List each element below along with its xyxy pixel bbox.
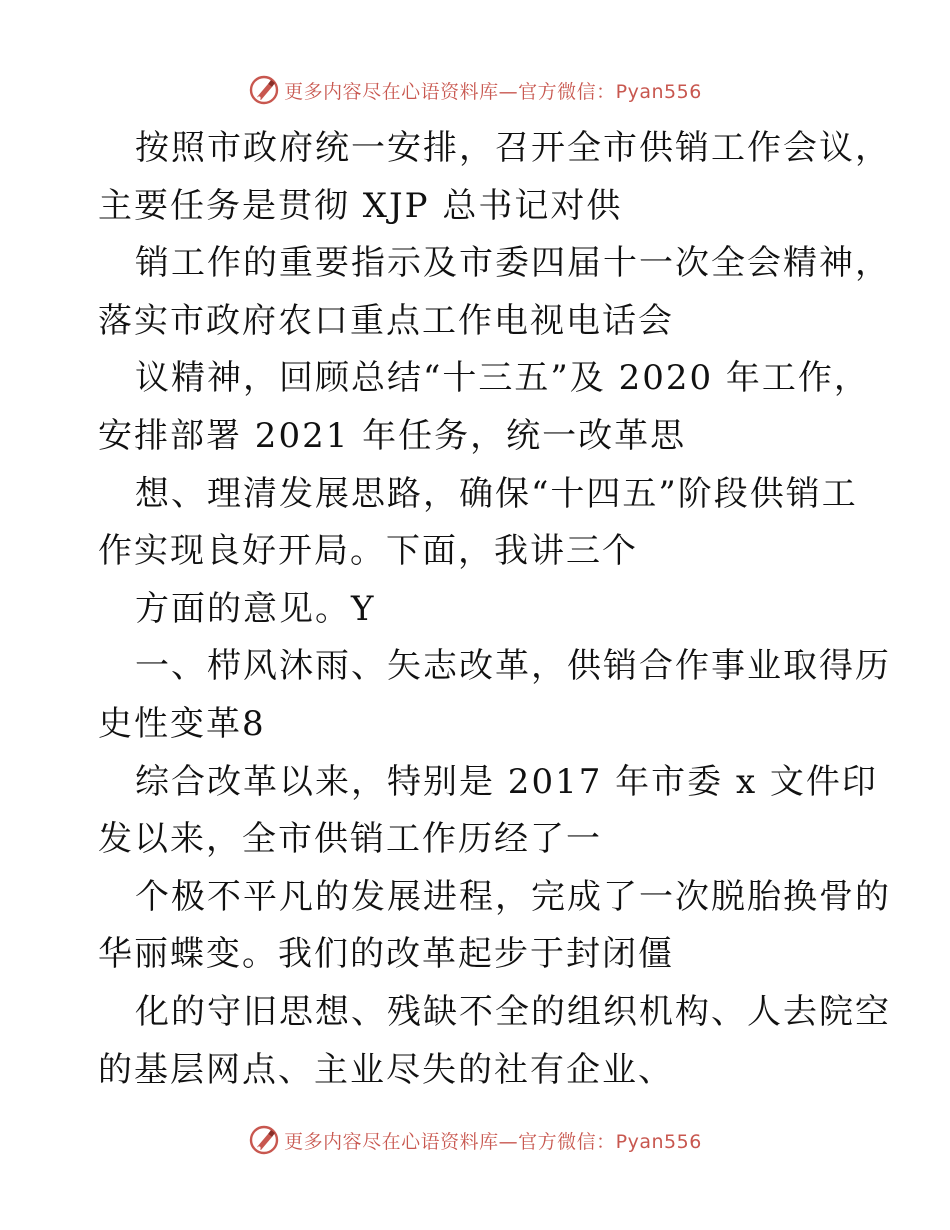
footer-banner (0, 1120, 950, 1160)
body-line: 方面的意见。Y (135, 588, 376, 629)
body-line: 个极不平凡的发展进程，完成了一次脱胎换骨的 (135, 876, 891, 917)
body-line: 安排部署 2021 年任务，统一改革思 (98, 415, 687, 456)
body-line: 销工作的重要指示及市委四届十一次全会精神， (135, 243, 891, 284)
body-line: 综合改革以来，特别是 2017 年市委 x 文件印 (135, 761, 878, 802)
body-line: 想、理清发展思路，确保“十四五”阶段供销工 (135, 473, 858, 514)
body-line: 议精神，回顾总结“十三五”及 2020 年工作， (135, 358, 870, 399)
body-line: 主要任务是贯彻 XJP 总书记对供 (98, 185, 623, 226)
header-banner-text: 更多内容尽在心语资料库—官方微信：Pyan556 (284, 80, 702, 103)
body-line: 发以来，全市供销工作历经了一 (98, 819, 602, 860)
section-heading: 一、栉风沐雨、矢志改革，供销合作事业取得历 (135, 646, 891, 687)
pen-nib-logo-icon (248, 74, 280, 106)
body-line: 化的守旧思想、残缺不全的组织机构、人去院空 (135, 991, 891, 1032)
document-body (98, 120, 891, 1099)
body-line: 华丽蝶变。我们的改革起步于封闭僵 (98, 934, 674, 975)
body-line: 按照市政府统一安排，召开全市供销工作会议， (135, 128, 891, 168)
footer-banner-text: 更多内容尽在心语资料库—官方微信：Pyan556 (284, 1130, 702, 1153)
body-line: 作实现良好开局。下面，我讲三个 (98, 531, 638, 572)
pen-nib-logo-icon (248, 1124, 280, 1156)
body-line: 落实市政府农口重点工作电视电话会 (98, 300, 674, 341)
section-heading-continued: 史性变革8 (98, 703, 266, 744)
body-line: 的基层网点、主业尽失的社有企业、 (98, 1049, 674, 1090)
header-banner (0, 70, 950, 110)
